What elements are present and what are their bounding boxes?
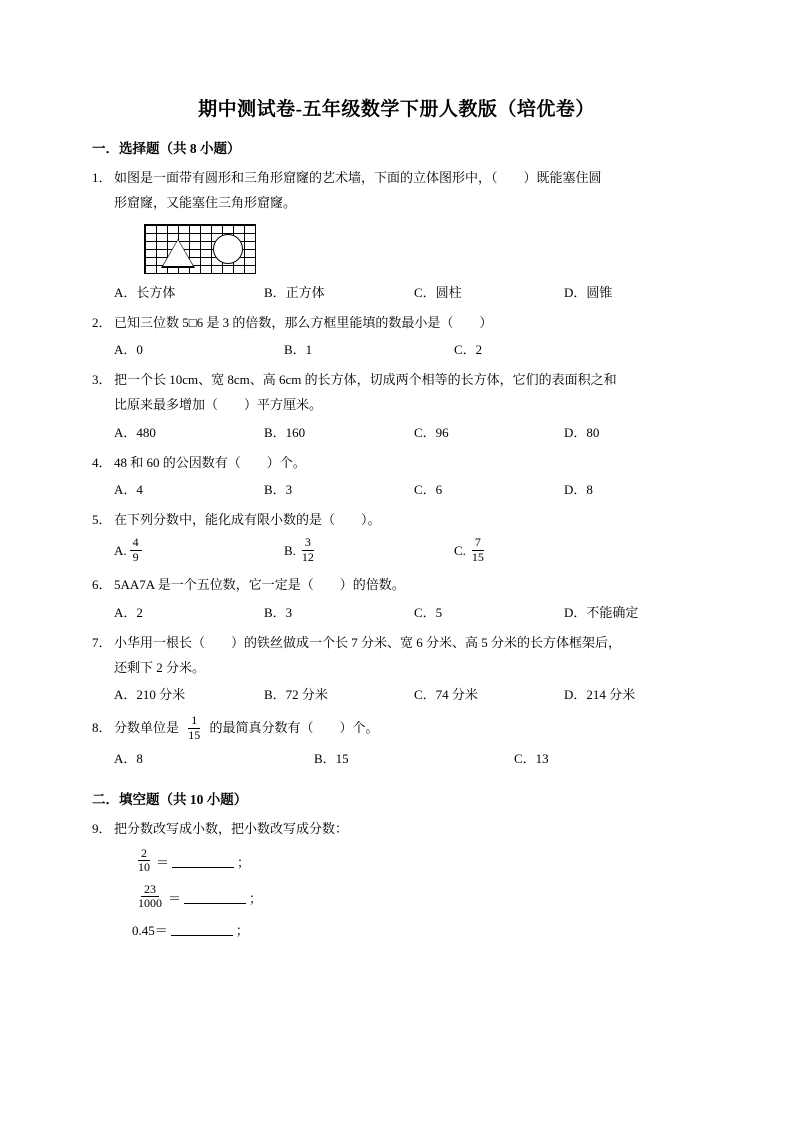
question-7: [92, 630, 701, 681]
fraction-numerator: 7: [472, 536, 484, 551]
circle-hole-icon: [213, 234, 243, 264]
question-5-options: [92, 534, 701, 568]
fraction-numerator: 4: [130, 536, 142, 551]
option-c[interactable]: C．96: [414, 424, 449, 440]
question-text: 48 和 60 的公因数有（ ）个。: [114, 454, 306, 470]
option-c-label: C.: [454, 543, 466, 559]
answer-blank[interactable]: [184, 892, 246, 905]
fraction-7-15: [469, 536, 487, 565]
option-a[interactable]: A．0: [114, 342, 143, 358]
row-end-punct: ；: [235, 923, 249, 939]
option-a[interactable]: A．4: [114, 482, 143, 498]
option-c[interactable]: C．74 分米: [414, 687, 478, 703]
question-number: 9．: [92, 820, 112, 836]
fraction-2-10: [135, 847, 153, 876]
fill-blank-row-1: [92, 847, 701, 877]
fraction-3-12: [299, 536, 317, 565]
question-5: [92, 507, 701, 532]
triangle-hole-icon: [163, 240, 193, 266]
option-a[interactable]: A．480: [114, 424, 156, 440]
question-1: [92, 165, 701, 216]
question-text-cont: 还剩下 2 分米。: [114, 659, 206, 675]
decimal-value: 0.45＝: [132, 923, 168, 939]
equals-sign: ＝: [156, 855, 170, 871]
option-b[interactable]: B．160: [264, 424, 306, 440]
fraction-denominator: 15: [471, 549, 484, 564]
question-number: 1．: [92, 170, 112, 185]
page-title: 期中测试卷-五年级数学下册人教版（培优卷）: [198, 99, 595, 120]
question-4-options: [92, 477, 701, 503]
question-number: 3．: [92, 372, 112, 388]
question-text-cont: 比原来最多增加（ ）平方厘米。: [114, 397, 323, 413]
fraction-denominator: 15: [188, 727, 201, 742]
option-a[interactable]: A．长方体: [114, 284, 176, 300]
question-number: 5．: [92, 512, 112, 528]
equals-sign: ＝: [168, 891, 182, 907]
question-text: 如图是一面带有圆形和三角形窟窿的艺术墙，下面的立体图形中，（ ）既能塞住圆: [114, 170, 602, 185]
option-c[interactable]: C．6: [414, 482, 443, 498]
question-8-options: [92, 746, 701, 772]
question-6: [92, 572, 701, 597]
question-number: 6．: [92, 577, 112, 593]
option-d[interactable]: D．不能确定: [564, 604, 639, 620]
section-heading-fill: 二．填空题（共 10 小题）: [92, 791, 248, 807]
question-1-options: [92, 280, 701, 306]
question-number: 4．: [92, 454, 112, 470]
option-a[interactable]: A．8: [114, 750, 143, 766]
question-7-options: [92, 682, 701, 708]
fill-blank-row-3: [92, 919, 701, 941]
question-number: 7．: [92, 634, 112, 650]
question-number: 2．: [92, 314, 112, 330]
option-d[interactable]: D．80: [564, 424, 600, 440]
question-text: [114, 712, 701, 743]
answer-blank[interactable]: [171, 924, 233, 937]
question-3-options: [92, 420, 701, 446]
fraction-denominator: 10: [138, 860, 150, 875]
fraction-denominator: 1000: [138, 896, 162, 911]
option-a-label: A.: [114, 543, 127, 559]
option-b[interactable]: B．3: [264, 482, 293, 498]
option-b[interactable]: B．正方体: [264, 284, 325, 300]
question-text: 5AA7A 是一个五位数，它一定是（ ）的倍数。: [114, 577, 405, 593]
row-end-punct: ；: [237, 855, 251, 871]
option-b-label: B.: [284, 543, 296, 559]
option-a[interactable]: A．210 分米: [114, 687, 186, 703]
row-end-punct: ；: [249, 891, 263, 907]
option-c[interactable]: C．圆柱: [414, 284, 462, 300]
option-c[interactable]: C．2: [454, 342, 483, 358]
question-number: 8．: [92, 720, 112, 736]
option-d[interactable]: D．214 分米: [564, 687, 636, 703]
question-text: 把一个长 10cm、宽 8cm、高 6cm 的长方体，切成两个相等的长方体，它们的表面积之和: [114, 372, 617, 388]
option-c[interactable]: [454, 534, 624, 568]
fraction-numerator: 23: [141, 883, 159, 898]
figure-wrap: [92, 224, 701, 274]
option-a[interactable]: A．2: [114, 604, 143, 620]
option-c[interactable]: C．5: [414, 604, 443, 620]
option-c[interactable]: C．13: [514, 750, 549, 766]
question-text: 小华用一根长（ ）的铁丝做成一个长 7 分米、宽 6 分米、高 5 分米的长方体框架后，: [114, 634, 622, 650]
option-a[interactable]: [114, 534, 284, 568]
question-8: [92, 712, 701, 743]
question-text-cont: 形窟窿，又能塞住三角形窟窿。: [114, 195, 297, 211]
option-b[interactable]: B．3: [264, 604, 293, 620]
question-text: 已知三位数 5□6 是 3 的倍数，那么方框里能填的数最小是（ ）: [114, 314, 493, 330]
option-d[interactable]: D．圆锥: [564, 284, 613, 300]
question-9: [92, 816, 701, 841]
question-3: [92, 367, 701, 418]
question-text-suffix: 的最简真分数有（ ）个。: [209, 720, 379, 736]
question-2: [92, 310, 701, 335]
fraction-4-9: [130, 536, 142, 565]
section-heading-choice: 一．选择题（共 8 小题）: [92, 141, 241, 156]
brick-wall-figure: [144, 224, 256, 274]
option-b[interactable]: B．72 分米: [264, 687, 328, 703]
question-text: 把分数改写成小数，把小数改写成分数：: [114, 820, 349, 836]
fill-blank-row-2: [92, 883, 701, 913]
fraction-1-15: [185, 714, 203, 743]
answer-blank[interactable]: [172, 856, 234, 869]
question-4: [92, 450, 701, 475]
option-b[interactable]: [284, 534, 454, 568]
option-d[interactable]: D．8: [564, 482, 593, 498]
fraction-numerator: 1: [188, 714, 200, 729]
fraction-numerator: 2: [138, 847, 150, 862]
question-text: 在下列分数中，能化成有限小数的是（ ）。: [114, 512, 381, 528]
option-b[interactable]: B．15: [314, 750, 349, 766]
fraction-denominator: 12: [301, 549, 314, 564]
fraction-numerator: 3: [302, 536, 314, 551]
question-text-prefix: 分数单位是: [114, 720, 180, 736]
fraction-23-1000: [135, 883, 165, 912]
fraction-denominator: 9: [132, 549, 139, 564]
question-6-options: [92, 600, 701, 626]
option-b[interactable]: B．1: [284, 342, 313, 358]
question-2-options: [92, 337, 701, 363]
